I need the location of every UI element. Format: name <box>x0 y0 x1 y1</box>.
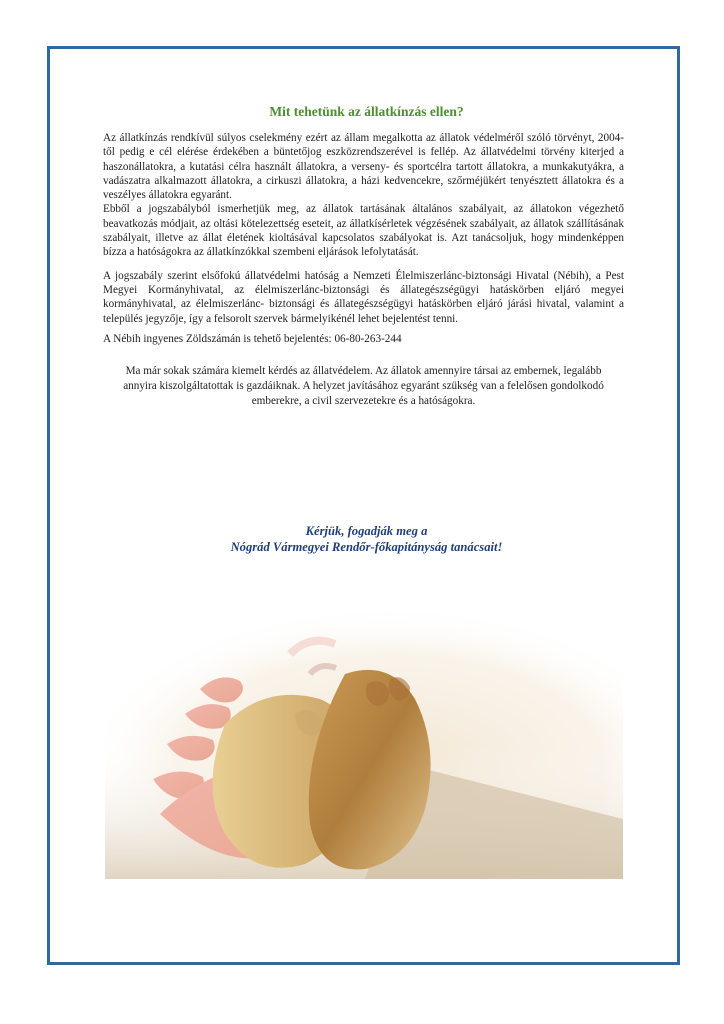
closing-line-2: Nógrád Vármegyei Rendőr-főkapitányság tanácsait! <box>230 540 503 554</box>
paragraph-intro: Az állatkínzás rendkívül súlyos cselekmény ezért az állam megalkotta az állatok védelméről szóló törvényt, 2004-től pedig e cél elérése érdekében a büntetőjog eszközrendszerével is fellép. Az állatvédelmi törvény kiterjed a haszonállatokra, a kutatási célra használt állatokra, a verseny- és sportcélra tartott állatokra, a munkakutyákra, a vadászatra alkalmazott állatokra, a cirkuszi állatokra, a házi kedvencekre, szőrméjükért tenyésztett állatokra és a veszélyes állatokra egyaránt. <box>103 132 624 202</box>
page-title: Mit tehetünk az állatkínzás ellen? <box>269 104 464 119</box>
page-frame <box>47 46 680 965</box>
paragraph-authorities: A jogszabály szerint elsőfokú állatvédelmi hatóság a Nemzeti Élelmiszerlánc-biztonsági Hivatal (Nébih), a Pest Megyei Kormányhivatal, az élelmiszerlánc-biztonsági és állategészségügyi hatáskörben eljáró megyei kormányhivatal, az élelmiszerlánc- biztonsági és állategészségügyi hatáskörben eljáró járási hivatal, valamint a település jegyzője, így a felsorolt szervek bármelyikénél lehet bejelentést tenni. <box>103 269 624 325</box>
center-note: Ma már sokak számára kiemelt kérdés az állatvédelem. Az állatok amennyire társai az embernek, legalább annyira kiszolgáltatottak is gazdáiknak. A helyzet javításához egyaránt szükség van a felelősen gondolkodó emberekre, a civil szervezetekre és a hatóságokra. <box>123 365 604 407</box>
body-text <box>103 131 624 409</box>
photo-illustration <box>105 604 623 879</box>
paragraph-hotline: A Nébih ingyenes Zöldszámán is tehető bejelentés: 06-80-263-244 <box>103 332 402 345</box>
closing-statement <box>50 523 683 555</box>
closing-line-1: Kérjük, fogadják meg a <box>305 524 428 538</box>
hand-holding-paw-photo <box>105 604 623 879</box>
paragraph-regulations: Ebből a jogszabályból ismerhetjük meg, az állatok tartásának általános szabályait, az állatokon végezhető beavatkozás módjait, az oltási kötelezettség eseteit, az állatkísérletek végzésének szabályait, az állatok szállításának szabályait, illetve az állat életének kioltásával kapcsolatos szabályokat is. Azt tanácsoljuk, hogy mindenképpen bízza a hatóságokra az állatkínzókkal szembeni eljárások lefolytatását. <box>103 203 624 259</box>
